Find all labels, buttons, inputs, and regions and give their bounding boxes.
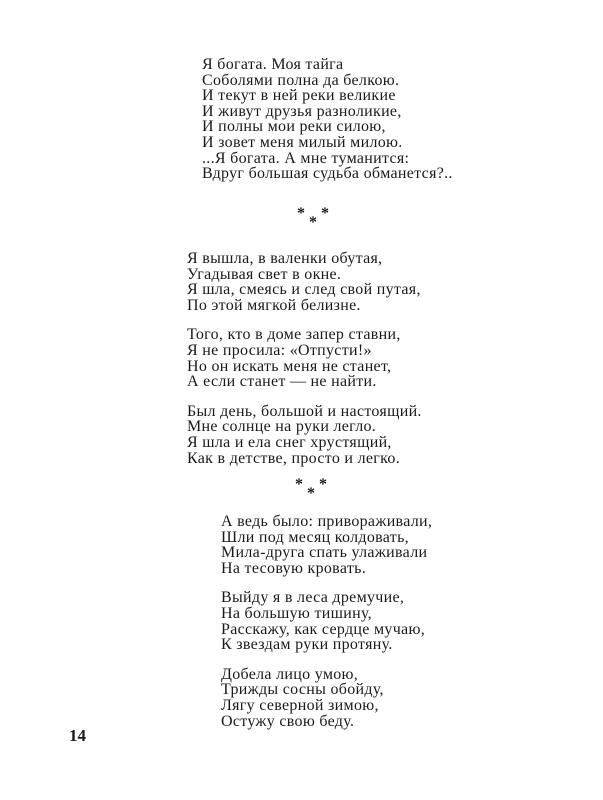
page-number: 14: [69, 726, 86, 745]
verse-line: Был день, большой и настоящий.: [187, 402, 422, 420]
verse-line: А ведь было: привораживали,: [221, 513, 433, 530]
verse-line: По этой мягкой белизне.: [187, 296, 361, 314]
verse-line: Я шла, смеясь и след свой путая,: [187, 281, 421, 299]
asterism-separator-1: [297, 207, 337, 231]
verse-line: ...Я богата. А мне туманится:: [202, 149, 410, 167]
verse-line: А если станет — не найти.: [187, 373, 377, 391]
verse-line: Остужу свою беду.: [221, 712, 355, 730]
stanza: [187, 404, 422, 466]
verse-line: И текут в ней реки великие: [202, 87, 396, 105]
verse-line: Я вышла, в валенки обутая,: [187, 250, 383, 267]
verse-line: Мне солнце на руки легло.: [187, 418, 377, 436]
verse-line: Вдруг большая судьба обманется?..: [202, 165, 453, 183]
verse-line: Расскажу, как сердце мучаю,: [221, 620, 426, 638]
asterism-separator-2: [295, 478, 335, 502]
stanza: [221, 514, 432, 576]
verse-line: Выйду я в леса дремучие,: [221, 589, 405, 607]
verse-line: Угадывая свет в окне.: [187, 265, 342, 283]
stanza: [187, 327, 422, 389]
asterisk: *: [307, 485, 315, 502]
verse-line: Того, кто в доме запер ставни,: [187, 326, 401, 344]
asterisk: *: [297, 205, 305, 222]
stanza: [221, 590, 432, 652]
verse-line: На большую тишину,: [221, 604, 372, 622]
poem-2: [187, 251, 422, 466]
verse-line: Как в детстве, просто и легко.: [187, 449, 400, 467]
stanza: [202, 57, 453, 182]
verse-line: Я не просила: «Отпусти!»: [187, 341, 372, 359]
verse-line: Но он искать меня не станет,: [187, 357, 392, 375]
asterisk: *: [309, 214, 317, 231]
poem-1: [202, 57, 453, 182]
verse-line: И живут друзья разноликие,: [202, 102, 402, 120]
verse-line: Соболями полна да белкою.: [202, 71, 400, 89]
verse-line: Трижды сосны обойду,: [221, 681, 384, 699]
verse-line: Шли под месяц колдовать,: [221, 528, 409, 546]
verse-line: На тесовую кровать.: [221, 559, 367, 577]
stanza: [221, 667, 432, 729]
poem-3: [221, 514, 432, 729]
stanza: [187, 251, 422, 313]
verse-line: Мила-друга спать улаживали: [221, 544, 428, 562]
verse-line: К звездам руки протяну.: [221, 636, 393, 654]
verse-line: Я шла и ела снег хрустящий,: [187, 433, 392, 451]
verse-line: И зовет меня милый милою.: [202, 133, 403, 151]
verse-line: Я богата. Моя тайга: [202, 56, 344, 73]
verse-line: И полны мои реки силою,: [202, 118, 386, 136]
verse-line: Добела лицо умою,: [221, 665, 359, 683]
asterisk: *: [321, 205, 329, 222]
asterisk: *: [295, 476, 303, 493]
asterisk: *: [319, 476, 327, 493]
verse-line: Лягу северной зимою,: [221, 696, 379, 714]
